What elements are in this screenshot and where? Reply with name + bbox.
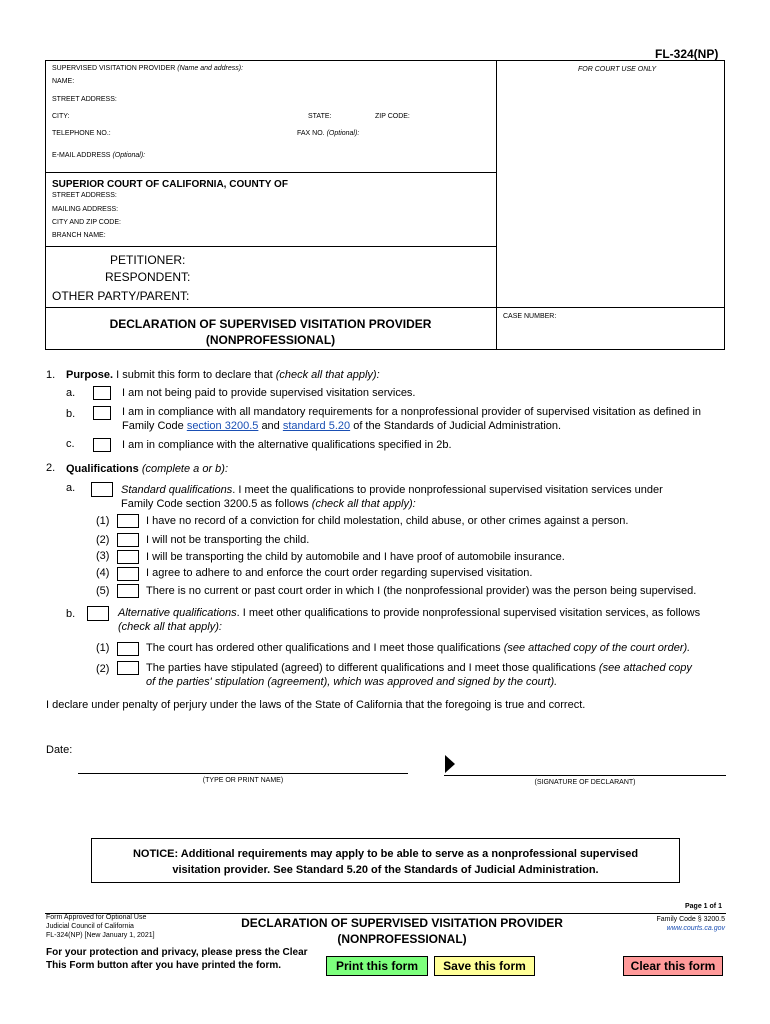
notice-line1: NOTICE: Additional requirements may apply to be able to serve as a nonprofessional supervised xyxy=(132,848,639,860)
provider-city-label: CITY: xyxy=(52,113,70,120)
parties-bottom-line xyxy=(45,307,725,308)
item2a-checkbox[interactable] xyxy=(91,482,113,497)
provider-street-label: STREET ADDRESS: xyxy=(52,96,117,103)
item2b1-note: (see attached copy of the court order). xyxy=(503,642,691,654)
signature-line xyxy=(444,775,726,776)
item2a4-num: (4) xyxy=(96,567,110,579)
provider-heading xyxy=(52,65,243,72)
item2b2-text-main: The parties have stipulated (agreed) to different qualifications and I meet those qualifications xyxy=(146,662,596,674)
item2b2-note2: of the parties' stipulation (agreement), which was approved and signed by the court). xyxy=(146,676,558,688)
form-id: FL-324(NP) xyxy=(655,47,719,61)
print-form-button[interactable]: Print this form xyxy=(326,956,428,976)
family-code-citation: Family Code § 3200.5 xyxy=(656,916,725,923)
item2b-note: (check all that apply): xyxy=(118,621,222,633)
approved-line2: Judicial Council of California xyxy=(46,923,134,930)
item2a-line1 xyxy=(121,483,721,497)
item1b-and: and xyxy=(261,420,280,432)
item1c-label: c. xyxy=(66,438,75,450)
item2a1-checkbox[interactable] xyxy=(117,514,139,528)
case-number-label: CASE NUMBER: xyxy=(503,313,557,320)
item1b-standards-text: of the Standards of Judicial Administration. xyxy=(353,420,562,432)
provider-heading-text: SUPERVISED VISITATION PROVIDER xyxy=(52,65,176,72)
item2a5-checkbox[interactable] xyxy=(117,584,139,598)
item1c-checkbox[interactable] xyxy=(93,438,111,452)
item2b2-line1 xyxy=(146,661,724,675)
item2a-text2: Family Code section 3200.5 as follows xyxy=(121,498,309,510)
provider-bottom-line xyxy=(45,172,497,173)
item1b-text xyxy=(122,405,722,433)
type-name-label: (TYPE OR PRINT NAME) xyxy=(202,777,284,784)
item1a-text: I am not being paid to provide supervised visitation services. xyxy=(122,387,416,399)
form-approved xyxy=(46,913,155,940)
provider-telephone-label: TELEPHONE NO.: xyxy=(52,130,111,137)
item2b1-text xyxy=(146,642,690,654)
item2b-line1 xyxy=(118,606,723,620)
item1b-text-line2 xyxy=(122,419,722,433)
fax-note: (Optional): xyxy=(326,130,360,137)
item2a2-text: I will not be transporting the child. xyxy=(146,534,310,546)
approved-line3: FL-324(NP) [New January 1, 2021] xyxy=(46,932,155,939)
form-title xyxy=(45,316,496,348)
court-bottom-line xyxy=(45,246,497,247)
item2a2-checkbox[interactable] xyxy=(117,533,139,547)
item1-note: (check all that apply): xyxy=(275,369,380,381)
item2a4-text: I agree to adhere to and enforce the court order regarding supervised visitation. xyxy=(146,567,533,579)
provider-heading-note: (Name and address): xyxy=(177,65,244,72)
item2a1-text: I have no record of a conviction for child molestation, child abuse, or other crimes against a person. xyxy=(146,515,629,527)
item2b1-num: (1) xyxy=(96,642,110,654)
footer-title xyxy=(222,915,582,947)
item2a-label: a. xyxy=(66,482,76,494)
item1b-family-code: Family Code xyxy=(122,420,184,432)
item1a-checkbox[interactable] xyxy=(93,386,111,400)
item2a4-checkbox[interactable] xyxy=(117,567,139,581)
item2a5-text: There is no current or past court order in which I (the nonprofessional provider) was the person being supervised. xyxy=(146,585,697,597)
fax-text: FAX NO. xyxy=(297,130,325,137)
item2a2-num: (2) xyxy=(96,534,110,546)
section-3200-5-link[interactable]: section 3200.5 xyxy=(186,420,259,432)
approved-line1: Form Approved for Optional Use xyxy=(46,914,147,921)
privacy-line2: This Form button after you have printed the form. xyxy=(46,960,282,971)
privacy-notice xyxy=(46,946,308,972)
item1c-text: I am in compliance with the alternative qualifications specified in 2b. xyxy=(122,439,452,451)
item2b1-checkbox[interactable] xyxy=(117,642,139,656)
respondent-label: RESPONDENT: xyxy=(105,270,191,284)
item2-heading-text: Qualifications xyxy=(66,463,139,475)
standard-5-20-link[interactable]: standard 5.20 xyxy=(282,420,351,432)
courts-url-link[interactable]: www.courts.ca.gov xyxy=(666,925,725,932)
court-cityzip-label: CITY AND ZIP CODE: xyxy=(52,219,121,226)
court-title: SUPERIOR COURT OF CALIFORNIA, COUNTY OF xyxy=(52,179,288,190)
item2a-line2 xyxy=(121,497,721,511)
item1b-text-line1: I am in compliance with all mandatory requirements for a nonprofessional provider of supervised visitation as defined in xyxy=(122,406,702,418)
item2b-heading: Alternative qualifications xyxy=(118,607,237,619)
name-line xyxy=(78,773,408,774)
item2b2-checkbox[interactable] xyxy=(117,661,139,675)
item2b1-text-main: The court has ordered other qualifications and I meet those qualifications xyxy=(146,642,501,654)
item1b-label: b. xyxy=(66,408,76,420)
provider-email-label xyxy=(52,152,145,159)
notice-text xyxy=(92,846,679,878)
item2a-text1: . I meet the qualifications to provide nonprofessional supervised visitation services under xyxy=(232,484,663,496)
page-number: Page 1 of 1 xyxy=(685,903,722,910)
privacy-line1: For your protection and privacy, please press the Clear xyxy=(46,947,308,958)
item2-heading xyxy=(66,463,228,475)
footer-citation xyxy=(620,915,725,933)
item2b-label: b. xyxy=(66,608,76,620)
signature-arrow-icon xyxy=(444,754,456,774)
provider-fax-label xyxy=(297,130,359,137)
provider-zip-label: ZIP CODE: xyxy=(375,113,410,120)
court-use-label: FOR COURT USE ONLY xyxy=(578,66,657,73)
item1-heading-text: Purpose. xyxy=(66,369,114,381)
item2b2-note1: (see attached copy xyxy=(598,662,692,674)
item1-heading xyxy=(66,369,380,381)
item2b-text1: . I meet other qualifications to provide nonprofessional supervised visitation services, as follows xyxy=(236,607,701,619)
form-title-line2: (NONPROFESSIONAL) xyxy=(205,333,336,347)
item1-num: 1. xyxy=(46,369,56,381)
save-form-button[interactable]: Save this form xyxy=(434,956,535,976)
provider-name-label: NAME: xyxy=(52,78,75,85)
item2a-text xyxy=(121,483,721,511)
signature-label: (SIGNATURE OF DECLARANT) xyxy=(534,779,636,786)
item2b-checkbox[interactable] xyxy=(87,606,109,621)
item2a-heading: Standard qualifications xyxy=(121,484,233,496)
court-branch-label: BRANCH NAME: xyxy=(52,232,106,239)
footer-title-line1: DECLARATION OF SUPERVISED VISITATION PROVIDER xyxy=(241,916,563,930)
item1-text: I submit this form to declare that xyxy=(116,369,273,381)
footer-title-line2: (NONPROFESSIONAL) xyxy=(337,932,467,946)
item2-num: 2. xyxy=(46,462,56,474)
item2a5-num: (5) xyxy=(96,585,110,597)
court-mailing-label: MAILING ADDRESS: xyxy=(52,206,119,213)
item2b2-text xyxy=(146,661,724,689)
item2a3-num: (3) xyxy=(96,550,110,562)
court-street-label: STREET ADDRESS: xyxy=(52,192,117,199)
item2-note: (complete a or b): xyxy=(141,463,229,475)
petitioner-label: PETITIONER: xyxy=(110,253,186,267)
item1a-label: a. xyxy=(66,387,76,399)
item2a-note: (check all that apply): xyxy=(311,498,416,510)
notice-box xyxy=(91,838,680,883)
penalty-declaration: I declare under penalty of perjury under the laws of the State of California that the foregoing is true and correct. xyxy=(46,699,586,711)
date-label: Date: xyxy=(46,744,73,756)
item2a3-checkbox[interactable] xyxy=(117,550,139,564)
email-text: E-MAIL ADDRESS xyxy=(52,152,111,159)
item2b-text xyxy=(118,606,723,634)
provider-state-label: STATE: xyxy=(308,113,332,120)
item2b2-num: (2) xyxy=(96,663,110,675)
item1b-checkbox[interactable] xyxy=(93,406,111,420)
clear-form-button[interactable]: Clear this form xyxy=(623,956,723,976)
item2a1-num: (1) xyxy=(96,515,110,527)
notice-line2: visitation provider. See Standard 5.20 of the Standards of Judicial Administration. xyxy=(172,864,599,876)
item2a3-text: I will be transporting the child by automobile and I have proof of automobile insurance. xyxy=(146,551,565,563)
form-title-line1: DECLARATION OF SUPERVISED VISITATION PROVIDER xyxy=(109,317,432,331)
other-party-label: OTHER PARTY/PARENT: xyxy=(52,289,190,303)
email-note: (Optional): xyxy=(112,152,146,159)
